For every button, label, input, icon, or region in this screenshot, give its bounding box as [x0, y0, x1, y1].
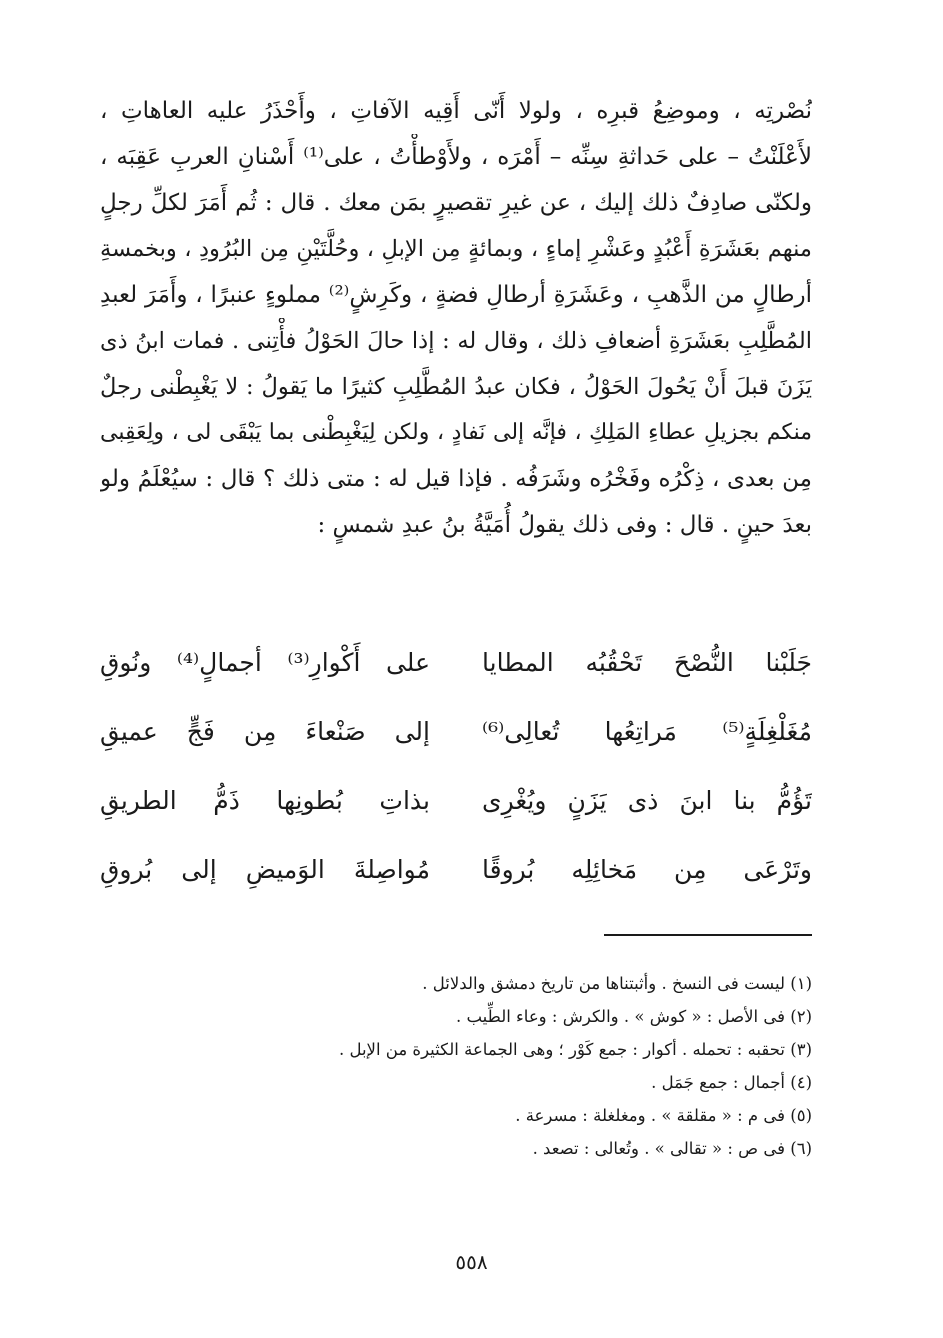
poem-verse [100, 697, 812, 766]
verse-first-hemistich: تَؤُمُّ بنا ابنَ ذى يَزَنٍ ويُغْرِى [482, 786, 812, 815]
verse-first-hemistich: مُغَلْغِلَةٍ⁽⁵⁾ مَراتِعُها تُعالِى⁽⁶⁾ [482, 717, 812, 746]
body-line: ولكنّى صادِفٌ ذلك إليك ، عن غيرِ تقصيرٍ بمَن معك . قال : ثُم أَمَرَ لكلِّ رجلٍ [100, 190, 812, 216]
verse-second-hemistich: مُواصِلةَ الوَميضِ إلى بُروقِ [100, 855, 430, 884]
footnote-separator [604, 934, 812, 936]
footnote: (٦) فى ص : « تقالى » . وتُعالى : تصعد . [532, 1139, 812, 1158]
body-text [100, 88, 812, 548]
body-line: نُصْرتِه ، وموضِعُ قبرِه ، ولولا أَنّى أَقِيه الآفاتِ ، وأَحْذَرُ عليه العاهاتِ ، [100, 98, 812, 124]
poem [100, 628, 812, 904]
footnotes [180, 967, 812, 1165]
verse-first-hemistich: وتَرْعَى مِن مَخائِلِه بُروقًا [482, 855, 812, 884]
verse-second-hemistich: بذاتِ بُطونِها ذَمُّ الطريقِ [100, 786, 430, 815]
poem-verse [100, 835, 812, 904]
page-number: ٥٥٨ [455, 1250, 488, 1274]
body-line: منهم بعَشَرَةِ أَعْبُدٍ وعَشْرِ إماءٍ ، وبمائةٍ مِن الإبلِ ، وحُلَّتَيْنِ مِن البُرُودِ ، وبخمسةِ [100, 236, 812, 262]
body-line: أرطالٍ من الذَّهبِ ، وعَشَرَةِ أرطالِ فضةٍ ، وكَرِشٍ⁽²⁾ مملوءٍ عنبرًا ، وأَمَرَ لعبدِ [100, 282, 812, 308]
footnote: (٤) أجمال : جمع جَمَل . [651, 1073, 812, 1092]
footnote: (٣) تحقبه : تحمله . أكوار : جمع كَوْر ؛ وهى الجماعة الكثيرة من الإبل . [338, 1040, 812, 1059]
body-line: المُطَّلِبِ بعَشَرَةِ أضعافِ ذلك ، وقال له : إذا حالَ الحَوْلُ فأْتِنى . فمات ابنُ ذى [100, 328, 812, 354]
footnote: (١) ليست فى النسخ . وأثبتناها من تاريخ دمشق والدلائل . [422, 974, 812, 993]
body-line: يَزَنَ قبلَ أَنْ يَحُولَ الحَوْلُ ، فكان عبدُ المُطَّلِبِ كثيرًا ما يَقولُ : لا يَغْبِطْنى رجلٌ [100, 374, 812, 400]
body-line: بعدَ حينٍ . قال : وفى ذلك يقولُ أُمَيَّةُ بنُ عبدِ شمسٍ : [317, 512, 812, 538]
body-line: لأَعْلَنْتُ – على حَداثةِ سِنِّه – أَمْرَه ، ولأَوْطأْتُ ، على⁽¹⁾ أَسْنانِ العربِ عَقِبَه ، [100, 144, 812, 170]
body-line: مِن بعدى ، ذِكْرُه وفَخْرُه وشَرَفُه . فإذا قيل له : متى ذلك ؟ قال : سيُعْلَمُ ولو [100, 466, 812, 492]
footnote: (٥) فى م : « مقلقة » . ومغلغلة : مسرعة . [515, 1106, 812, 1125]
poem-verse [100, 628, 812, 697]
body-line: منكم بجزيلِ عطاءِ المَلِكِ ، فإنَّه إلى نَفادٍ ، ولكن لِيَغْبِطْنى بما يَبْقَى لى ، ولِعَقِبى [100, 420, 812, 445]
verse-first-hemistich: جَلَبْنا النُّصْحَ تَحْقُبُه المطايا [482, 648, 812, 677]
verse-second-hemistich: على أَكْوارِ⁽³⁾ أجمالٍ⁽⁴⁾ ونُوقِ [100, 648, 430, 677]
verse-second-hemistich: إلى صَنْعاءَ مِن فَجٍّ عميقِ [100, 717, 430, 746]
poem-verse [100, 766, 812, 835]
footnote: (٢) فى الأصل : « كوش » . والكرش : وعاء الطِّيب . [455, 1007, 812, 1026]
